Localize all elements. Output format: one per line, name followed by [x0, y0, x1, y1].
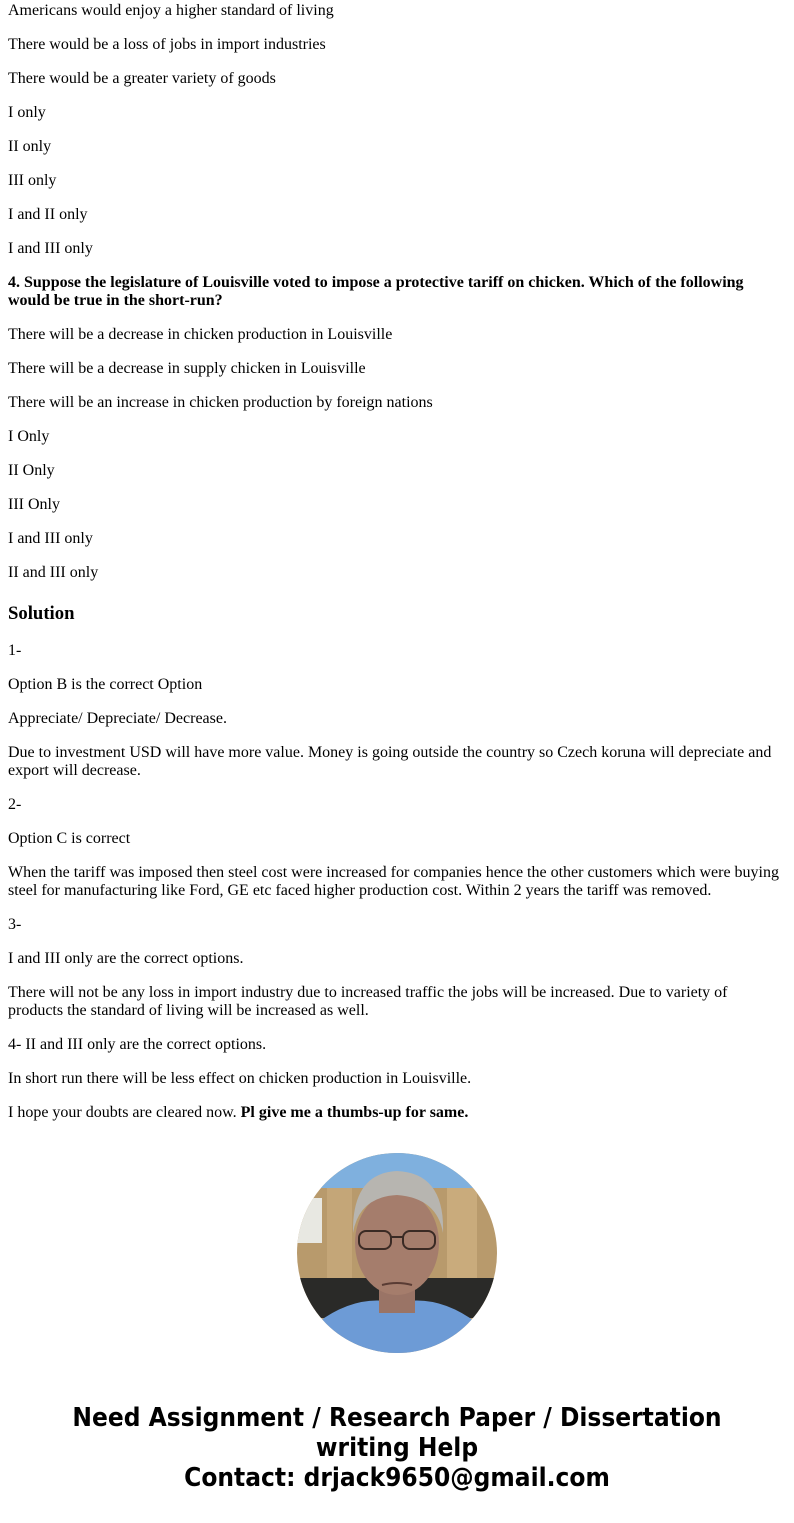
- solution-paragraph: 4- II and III only are the correct options.: [8, 1036, 267, 1053]
- question-4: [8, 274, 786, 310]
- solution-paragraph: When the tariff was imposed then steel cost were increased for companies hence the other customers which were buying steel for manufacturing like Ford, GE etc faced higher production cost. Within 2 years the tariff was removed.: [8, 864, 779, 899]
- solution-paragraph: Option B is the correct Option: [8, 676, 203, 693]
- closing-text: I hope your doubts are cleared now.: [8, 1104, 241, 1121]
- solution-paragraph: 1-: [8, 642, 22, 659]
- solution-paragraph: 2-: [8, 796, 22, 813]
- author-avatar: [297, 1153, 497, 1353]
- q3-options: [8, 2, 786, 258]
- option-text: I and III only: [8, 240, 93, 257]
- contact-banner: [0, 1403, 794, 1493]
- option-text: There would be a greater variety of goods: [8, 70, 276, 87]
- banner-line: Need Assignment / Research Paper / Dissertation: [72, 1403, 722, 1433]
- document-body: [0, 2, 794, 1122]
- option-text: I Only: [8, 428, 50, 445]
- solution-paragraph: 3-: [8, 916, 22, 933]
- option-text: There will be a decrease in supply chicken in Louisville: [8, 360, 366, 377]
- option-text: II Only: [8, 462, 55, 479]
- option-text: II and III only: [8, 564, 99, 581]
- solution-paragraph: There will not be any loss in import industry due to increased traffic the jobs will be increased. Due to variety of products the standard of living will be increased as well.: [8, 984, 728, 1019]
- closing-paragraph: [8, 1104, 786, 1122]
- option-text: III Only: [8, 496, 60, 513]
- option-text: Americans would enjoy a higher standard of living: [8, 2, 334, 19]
- banner-line: writing Help: [315, 1433, 479, 1463]
- option-text: III only: [8, 172, 57, 189]
- option-text: I only: [8, 104, 46, 121]
- contact-email: Contact: drjack9650@gmail.com: [184, 1463, 610, 1493]
- author-portrait-image: [297, 1153, 497, 1353]
- solution-body: [8, 642, 786, 1122]
- closing-bold-text: Pl give me a thumbs-up for same.: [240, 1104, 469, 1121]
- solution-paragraph: Option C is correct: [8, 830, 131, 847]
- option-text: There will be an increase in chicken production by foreign nations: [8, 394, 433, 411]
- option-text: There will be a decrease in chicken production in Louisville: [8, 326, 393, 343]
- solution-paragraph: Appreciate/ Depreciate/ Decrease.: [8, 710, 227, 727]
- q4-options: [8, 326, 786, 582]
- solution-paragraph: I and III only are the correct options.: [8, 950, 244, 967]
- option-text: There would be a loss of jobs in import industries: [8, 36, 326, 53]
- option-text: I and III only: [8, 530, 93, 547]
- solution-paragraph: In short run there will be less effect on chicken production in Louisville.: [8, 1070, 472, 1087]
- question-4-text: 4. Suppose the legislature of Louisville voted to impose a protective tariff on chicken. Which of the following would be true in the short-run?: [8, 274, 744, 309]
- option-text: I and II only: [8, 206, 88, 223]
- solution-heading: Solution: [8, 603, 75, 624]
- option-text: II only: [8, 138, 52, 155]
- solution-paragraph: Due to investment USD will have more value. Money is going outside the country so Czech koruna will depreciate and export will decrease.: [8, 744, 772, 779]
